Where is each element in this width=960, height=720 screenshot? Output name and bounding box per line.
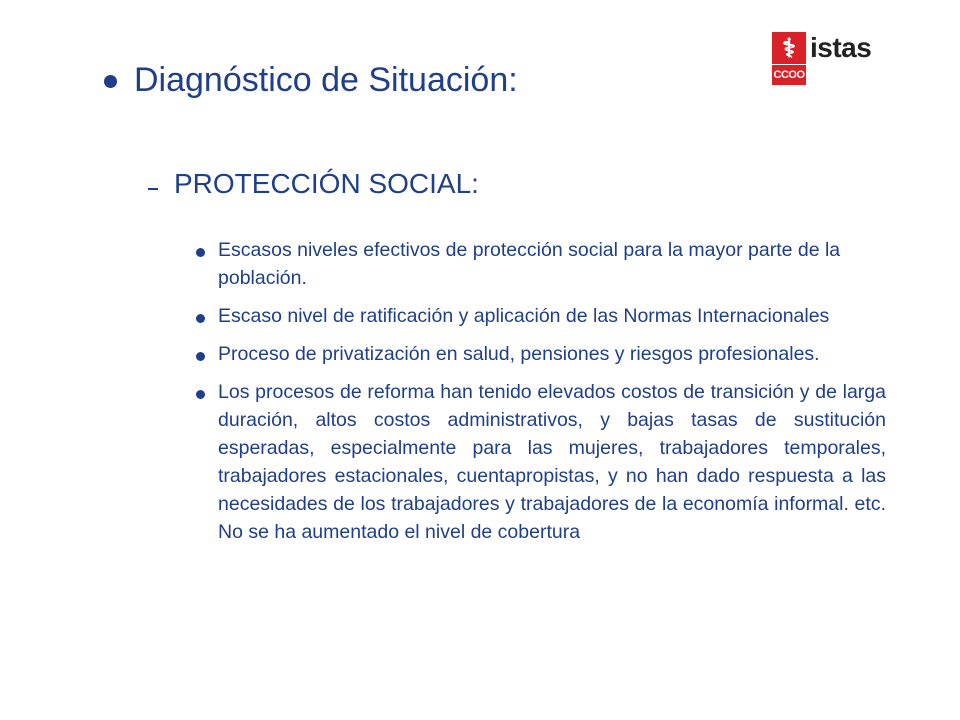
istas-logo-icon: ⚕ <box>772 32 806 64</box>
list-item <box>196 302 886 330</box>
dash-bullet-icon <box>148 188 158 190</box>
list-item <box>196 236 886 292</box>
logo-ccoo-badge: CCOO <box>772 65 806 85</box>
list-item <box>196 378 886 546</box>
logo-brand-text: istas <box>810 32 872 63</box>
bullet-dot-icon <box>196 314 205 323</box>
list-item-text: Escasos niveles efectivos de protección social para la mayor parte de la población. <box>218 239 841 289</box>
list-item-text: Escaso nivel de ratificación y aplicación de las Normas Internacionales <box>218 305 830 327</box>
bullet-dot-icon <box>196 390 205 399</box>
bullet-dot-icon <box>196 248 205 257</box>
list-item <box>196 340 886 368</box>
bullet-dot-icon <box>196 352 205 361</box>
slide-title: Diagnóstico de Situación: <box>134 61 518 99</box>
list-item-text: Los procesos de reforma han tenido elevados costos de transición y de larga duración, altos costos administrativos, y bajas tasas de sustitución esperadas, especialmente para las mujeres, trabajadores temporales, trabajadores estacionales, cuentapropistas, y no han dado respuesta a las necesidades de los trabajadores y trabajadores de la economía informal. etc. No se ha aumentado el nivel de cobertura <box>218 381 886 543</box>
title-bullet-icon <box>104 75 117 88</box>
list-item-text: Proceso de privatización en salud, pensiones y riesgos profesionales. <box>218 343 820 365</box>
bullet-list <box>196 236 886 556</box>
section-heading: PROTECCIÓN SOCIAL: <box>174 168 479 199</box>
istas-logo <box>772 32 872 92</box>
